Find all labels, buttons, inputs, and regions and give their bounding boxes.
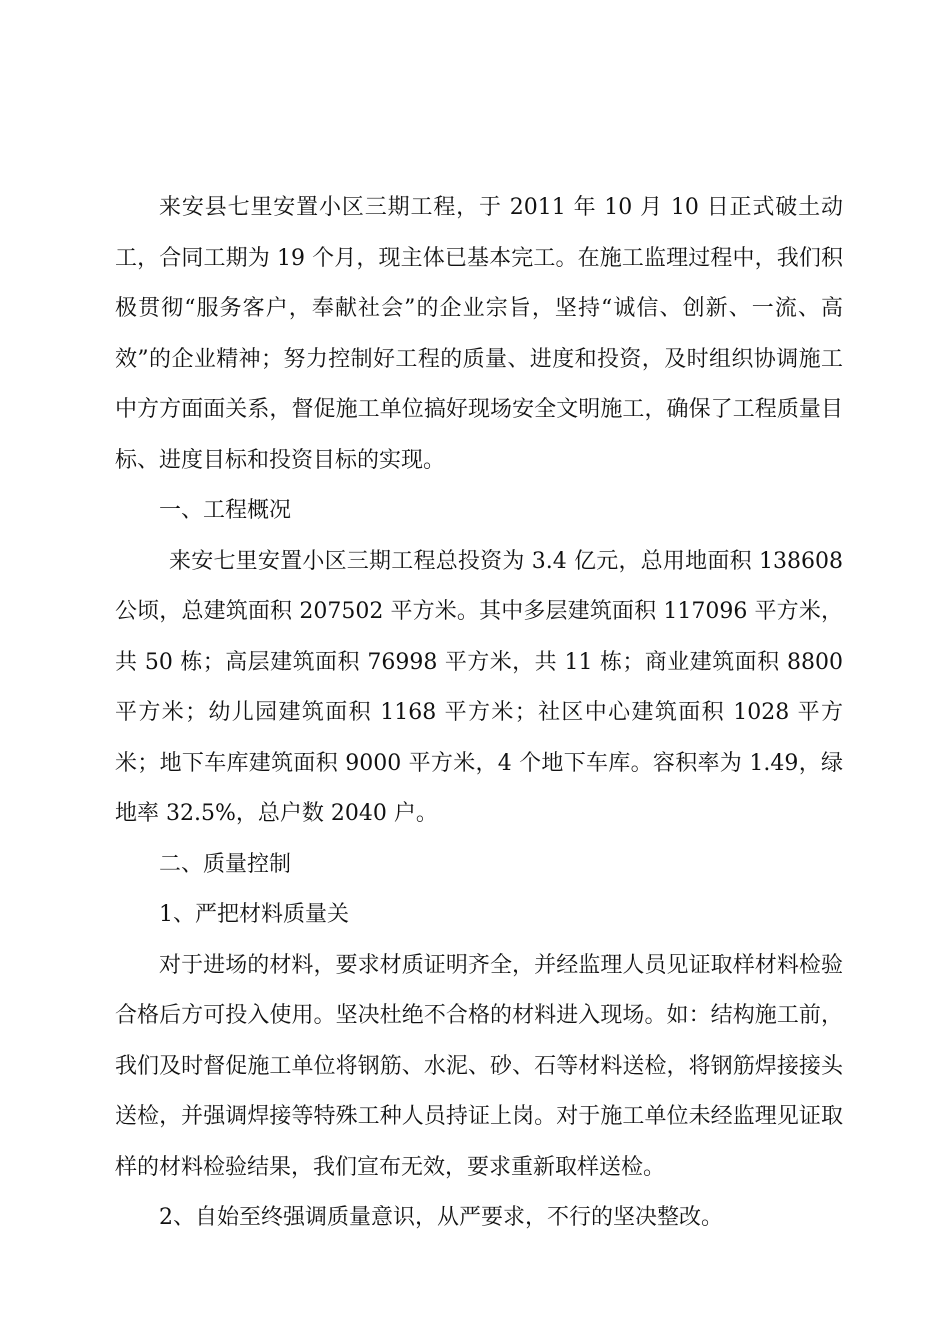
document-body [115, 183, 843, 1244]
subheading-material-quality: 1、严把材料质量关 [159, 902, 349, 927]
subheading-quality-awareness: 2、自始至终强调质量意识，从严要求，不行的坚决整改。 [159, 1205, 723, 1230]
project-overview-paragraph: 来安七里安置小区三期工程总投资为 3.4 亿元，总用地面积 138608 公顷，总建筑面积 207502 平方米。其中多层建筑面积 117096 平方米，共 50 栋；高层建筑面积 76998 平方米，共 11 栋；商业建筑面积 8800 平方米；幼儿园建筑面积 1168 平方米；社区中心建筑面积 1028 平方米；地下车库建筑面积 9000 平方米，4 个地下车库。容积率为 1.49，绿地率 32.5%，总户数 2040 户。 [115, 548, 843, 826]
section-heading-project-overview: 一、工程概况 [159, 498, 292, 523]
material-quality-paragraph: 对于进场的材料，要求材质证明齐全，并经监理人员见证取样材料检验合格后方可投入使用。坚决杜绝不合格的材料进入现场。如：结构施工前，我们及时督促施工单位将钢筋、水泥、砂、石等材料送检，将钢筋焊接接头送检，并强调焊接等特殊工种人员持证上岗。对于施工单位未经监理见证取样的材料检验结果，我们宣布无效，要求重新取样送检。 [115, 952, 843, 1180]
intro-paragraph: 来安县七里安置小区三期工程，于 2011 年 10 月 10 日正式破土动工，合同工期为 19 个月，现主体已基本完工。在施工监理过程中，我们积极贯彻“服务客户，奉献社会”的企业宗旨，坚持“诚信、创新、一流、高效”的企业精神；努力控制好工程的质量、进度和投资，及时组织协调施工中方方面面关系，督促施工单位搞好现场安全文明施工，确保了工程质量目标、进度目标和投资目标的实现。 [115, 195, 843, 473]
section-heading-quality-control: 二、质量控制 [159, 851, 292, 877]
